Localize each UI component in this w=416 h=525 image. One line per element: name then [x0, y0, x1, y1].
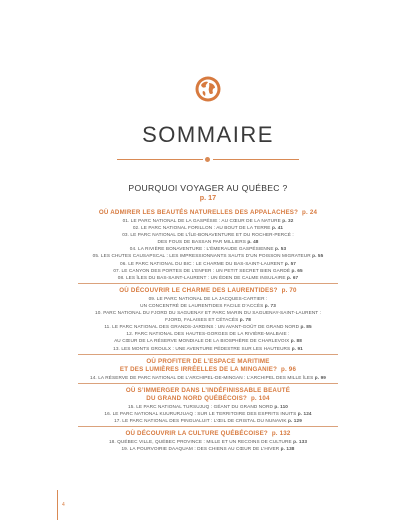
toc-entry[interactable]	[40, 252, 376, 259]
toc-entry-text: 18. QUÉBEC VILLE, QUÉBEC PROVINCE : MILLE ET UN RECOINS DE CULTURE	[108, 438, 292, 444]
toc-entry-page-number: p. 78	[239, 317, 251, 323]
section-page-number: p. 132	[271, 429, 291, 437]
toc-entry-text: 17. LE PARC NATIONAL DES PINGUALUIT : L’ŒIL DE CRISTAL DU NUNAVIK	[114, 417, 287, 423]
title-rule-right	[213, 159, 299, 160]
toc-entry-page-number: p. 67	[287, 274, 299, 280]
section-title-line	[40, 366, 376, 374]
toc-entry-page-number: p. 138	[280, 446, 295, 452]
toc-entry[interactable]	[40, 245, 376, 252]
section-divider	[78, 283, 338, 284]
toc-entry-text: 10. PARC NATIONAL DU FJORD DU SAGUENAY ET PARC MARIN DU SAGUENAY-SAINT-LAURENT :	[94, 310, 321, 316]
toc-entry[interactable]	[40, 323, 376, 330]
toc-entry[interactable]	[40, 231, 376, 238]
toc-entry[interactable]	[40, 260, 376, 267]
section-title-line	[40, 395, 376, 403]
page-title: SOMMAIRE	[142, 122, 274, 147]
toc-entry-text: 01. LE PARC NATIONAL DE LA GASPÉSIE : AU CŒUR DE LA NATURE	[122, 218, 281, 223]
toc-entry[interactable]	[40, 438, 376, 445]
toc-entry-text: 14. LA RÉSERVE DE PARC NATIONAL DE L’ARCHIPEL-DE-MINGAN : L’ARCHIPEL DES MILLE ÎLES	[90, 374, 314, 380]
toc-entry-page-number: p. 65	[291, 267, 303, 273]
globe-icon	[195, 76, 221, 102]
section-title-text: OÙ DÉCOUVRIR LE CHARME DES LAURENTIDES?	[119, 286, 278, 294]
toc-entry-page-number: p. 99	[314, 374, 326, 380]
toc-entry-text: 09. LE PARC NATIONAL DE LA JACQUES-CARTIER :	[148, 295, 268, 301]
toc-entry-text: 11. LE PARC NATIONAL DES GRANDS-JARDINS : UN AVANT-GOÛT DE GRAND NORD	[104, 324, 300, 330]
toc-entry[interactable]	[40, 445, 376, 452]
toc-entry[interactable]	[40, 330, 376, 337]
section-title[interactable]	[40, 358, 376, 374]
toc-entry-page-number: p. 53	[275, 246, 287, 252]
toc-entry-text: 03. LE PARC NATIONAL DE L’ÎLE-BONAVENTURE ET DU ROCHER-PERCÉ :	[122, 232, 294, 238]
title-rule-dot	[205, 157, 210, 162]
toc-entry[interactable]	[40, 274, 376, 281]
toc-section	[40, 430, 376, 452]
footer-bar	[57, 490, 58, 520]
toc-entry-text: 19. LA POURVOIRIE DAAQUAM : DES CHIENS AU CŒUR DE L’HIVER	[121, 446, 280, 452]
toc-entry-page-number: p. 73	[264, 302, 276, 308]
toc-entry-text: 08. LES ÎLES DU BAS-SAINT-LAURENT : UN ÉDEN DE CALME INSULAIRE	[117, 274, 286, 280]
section-divider	[78, 426, 338, 427]
toc-entry[interactable]	[40, 309, 376, 316]
toc-entry-text: FJORD, FALAISES ET CÉTACÉS	[165, 317, 239, 323]
section-title[interactable]	[40, 287, 376, 295]
section-page-number: p. 104	[250, 394, 270, 402]
toc-entry[interactable]	[40, 217, 376, 224]
section-page-number: p. 70	[281, 286, 297, 294]
toc-entry-page-number: p. 41	[271, 225, 284, 231]
section-title[interactable]	[40, 387, 376, 403]
section-title-text: ET DES LUMIÈRES IRRÉELLES DE LA MINGANIE?	[119, 365, 278, 373]
toc-entry-page-number: p. 48	[247, 239, 259, 245]
toc-section	[40, 358, 376, 384]
toc-entry[interactable]	[40, 302, 376, 309]
toc-entry-page-number: p. 32	[282, 218, 294, 223]
toc-entry-text: UN CONCENTRÉ DE LAURENTIDES FACILE D’ACCÈS	[140, 302, 264, 308]
toc-entry-text: 02. LE PARC NATIONAL FORILLON : AU BOUT DE LA TERRE	[132, 225, 271, 231]
toc-entry-text: 04. LA RIVIÈRE BONAVENTURE : L’ÉMERAUDE GASPÉSIENNE	[129, 246, 274, 252]
toc-entry[interactable]	[40, 267, 376, 274]
toc-entry-text: 07. LE CANYON DES PORTES DE L’ENFER : UN PETIT SECRET BIEN GARDÉ	[113, 267, 291, 273]
toc-entry[interactable]	[40, 316, 376, 323]
toc-entry[interactable]	[40, 224, 376, 231]
toc-entry-page-number: p. 124	[297, 410, 312, 416]
section-title-text: DU GRAND NORD QUÉBÉCOIS?	[146, 394, 248, 402]
section-divider	[78, 354, 338, 355]
toc-entry[interactable]	[40, 337, 376, 344]
title-rule-left	[117, 159, 203, 160]
page-number: 4	[62, 502, 65, 508]
table-of-contents	[40, 183, 376, 452]
toc-entry-page-number: p. 55	[312, 253, 324, 259]
section-title-text: OÙ DÉCOUVRIR LA CULTURE QUÉBÉCOISE?	[125, 429, 268, 437]
toc-entry-text: 05. LES CHUTES CAUSAPSCAL : LES IMPRESSIONNANTS SAUTS D’UN POISSON MIGRATEUR	[92, 253, 311, 259]
toc-entry-text: 15. LE PARC NATIONAL TURSUJUQ : GÉANT DU GRAND NORD	[127, 403, 273, 409]
toc-entry-page-number: p. 85	[300, 324, 312, 330]
toc-entry-page-number: p. 57	[284, 260, 296, 266]
toc-entry-text: 12. PARC NATIONAL DES HAUTES-GORGES DE LA RIVIÈRE-MALBAIE :	[126, 331, 290, 337]
intro-page-number: p. 17	[199, 193, 217, 202]
toc-entry-page-number: p. 91	[291, 345, 303, 351]
section-title-text: OÙ ADMIRER LES BEAUTÉS NATURELLES DES APPALACHES?	[98, 209, 299, 216]
toc-entry-page-number: p. 129	[288, 417, 302, 423]
toc-section	[40, 387, 376, 427]
section-title[interactable]	[40, 209, 376, 217]
toc-entry[interactable]	[40, 417, 376, 424]
intro-title[interactable]: POURQUOI VOYAGER AU QUÉBEC ?	[128, 183, 288, 193]
toc-entry-text: 13. LES MONTS GROULX : UNE AVENTURE PÉDESTRE SUR LES HAUTEURS	[113, 345, 291, 351]
toc-entry-text: AU CŒUR DE LA RÉSERVE MONDIALE DE LA BIOSPHÈRE DE CHARLEVOIX	[114, 338, 290, 344]
toc-section	[40, 287, 376, 355]
toc-entry-page-number: p. 133	[293, 438, 308, 444]
section-page-number: p. 24	[302, 209, 318, 216]
toc-entry-page-number: p. 110	[274, 403, 288, 409]
section-title-line: OÙ S’IMMERGER DANS L’INDÉFINISSABLE BEAUTÉ	[125, 386, 291, 394]
toc-entry-text: DES FOUS DE BASSAN PAR MILLIERS	[157, 239, 246, 245]
toc-section	[40, 209, 376, 284]
toc-entry-page-number: p. 88	[290, 338, 302, 344]
section-title-line: OÙ PROFITER DE L’ESPACE MARITIME	[146, 357, 270, 365]
toc-entry[interactable]	[40, 374, 376, 381]
section-page-number: p. 96	[280, 365, 297, 373]
toc-entry-text: 16. LE PARC NATIONAL KUURURJUAQ : SUR LE TERRITOIRE DES ESPRITS INUITS	[104, 410, 297, 416]
toc-entry[interactable]	[40, 295, 376, 302]
section-title[interactable]	[40, 430, 376, 438]
toc-entry[interactable]	[40, 403, 376, 410]
toc-entry-text: 06. LE PARC NATIONAL DU BIC : LE CHARME DU BAS-SAINT-LAURENT	[119, 260, 284, 266]
section-divider	[78, 383, 338, 384]
toc-entry[interactable]	[40, 238, 376, 245]
toc-entry[interactable]	[40, 345, 376, 352]
toc-entry[interactable]	[40, 410, 376, 417]
